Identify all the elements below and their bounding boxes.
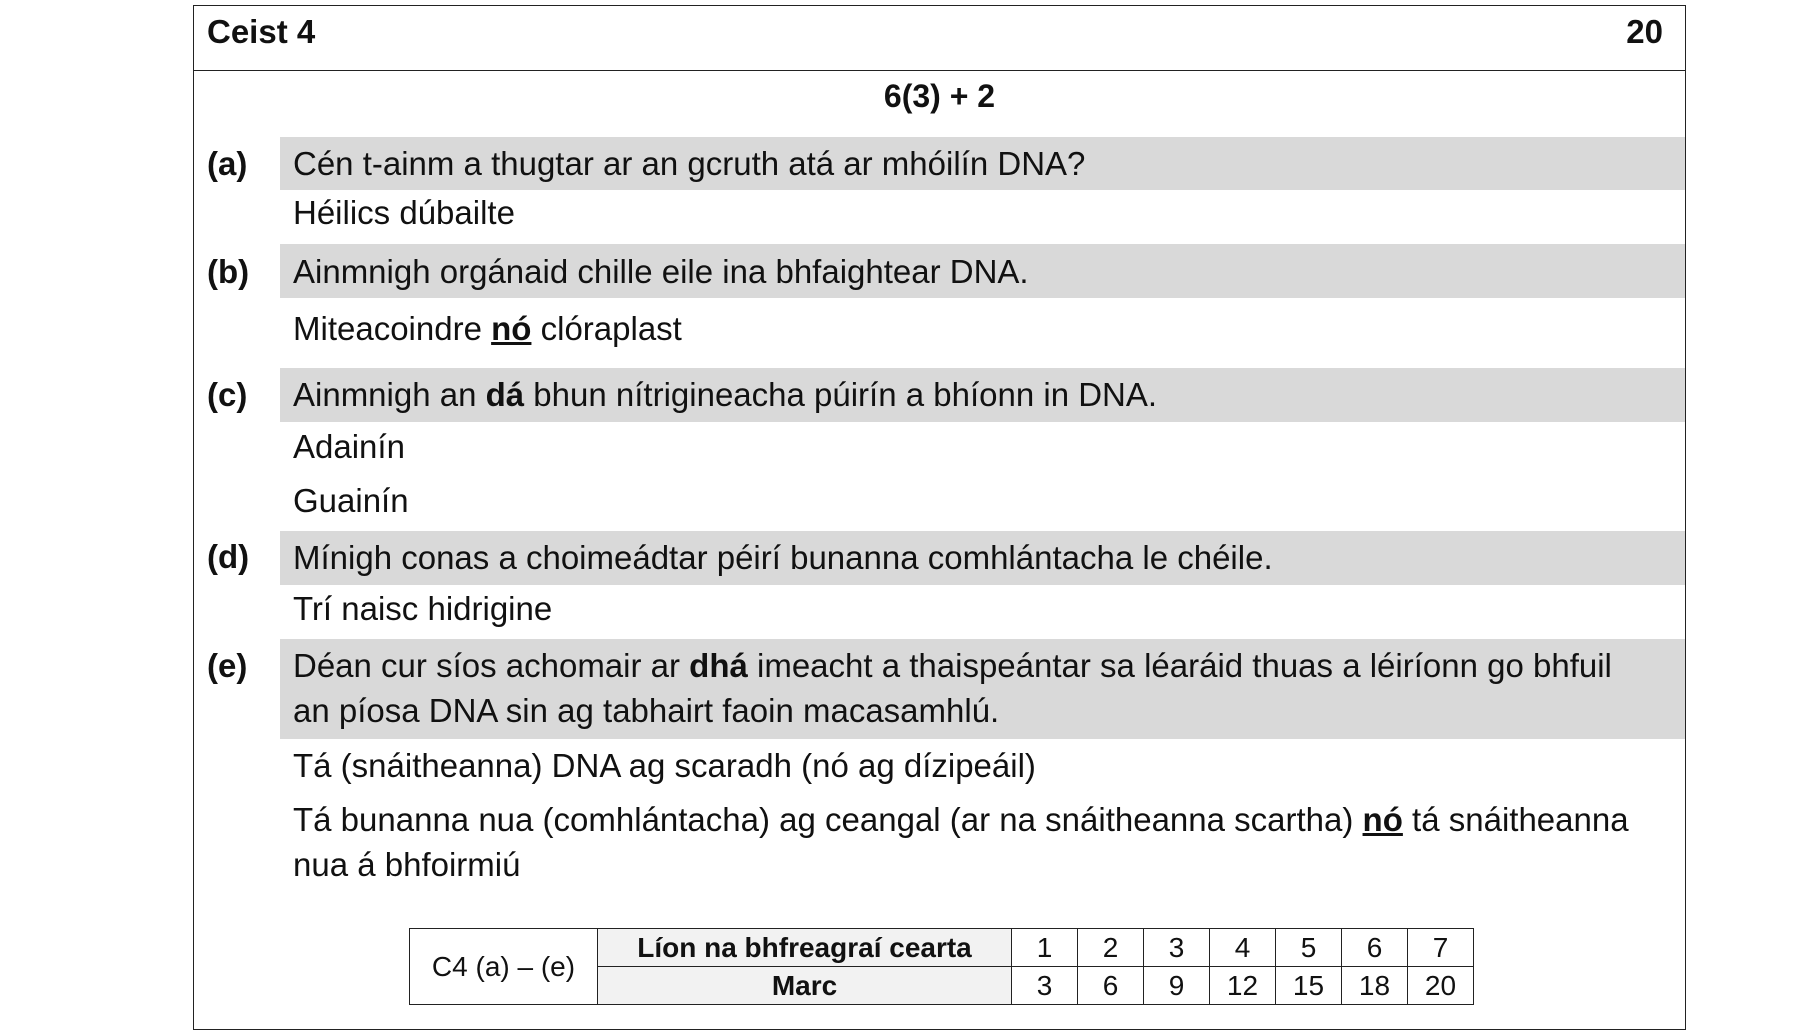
correct-count-cell: 5: [1276, 929, 1342, 967]
part-d-prompt-band: [280, 531, 1685, 585]
part-c-prompt-band: [280, 368, 1685, 422]
part-c-prompt-end: bhun nítrigineacha púirín a bhíonn in DNA.: [524, 376, 1158, 413]
correct-count-cell: 3: [1144, 929, 1210, 967]
part-e-prompt-band: [280, 639, 1685, 739]
part-e-answer-1: Tá (snáitheanna) DNA ag scaradh (nó ag dízipeáil): [293, 747, 1036, 784]
correct-count-cell: 2: [1078, 929, 1144, 967]
part-b-answer-first: Miteacoindre: [293, 310, 492, 347]
question-total-marks: 20: [1626, 13, 1663, 50]
marks-table: [409, 928, 1474, 1005]
part-e-prompt-start: Déan cur síos achomair ar: [293, 647, 690, 684]
part-b-or: nó: [491, 310, 532, 347]
marks-value-cell: 6: [1078, 967, 1144, 1005]
marks-table-row-correct: [410, 929, 1474, 967]
part-b-label: (b): [207, 253, 250, 290]
part-e-answer-2-line-1: [293, 797, 1629, 842]
part-c-answer-2: Guainín: [293, 482, 409, 519]
question-title: Ceist 4: [207, 13, 316, 50]
part-b-answer-second: clóraplast: [531, 310, 682, 347]
part-a-answer: Héilics dúbailte: [293, 194, 515, 231]
part-e-prompt-line-1: [293, 643, 1612, 688]
part-e-answer-2-end: tá snáitheanna: [1402, 801, 1629, 838]
part-e-prompt-line-2: an píosa DNA sin ag tabhairt faoin macasamhlú.: [293, 692, 1000, 729]
part-a-label: (a): [207, 145, 248, 182]
question-frame: [193, 5, 1686, 1030]
part-c-answer-1: Adainín: [293, 428, 405, 465]
marks-value-cell: 3: [1012, 967, 1078, 1005]
part-c-prompt: [293, 372, 1157, 417]
part-e-label: (e): [207, 647, 248, 684]
part-d-prompt: Mínigh conas a choimeádtar péirí bunanna comhlántacha le chéile.: [293, 539, 1273, 576]
part-b-prompt-band: [280, 244, 1685, 298]
marks-value-cell: 9: [1144, 967, 1210, 1005]
correct-answers-header: Líon na bhfreagraí cearta: [598, 929, 1012, 967]
part-a-prompt-band: [280, 137, 1685, 190]
marks-header: Marc: [598, 967, 1012, 1005]
part-e-answer-2-line-2: nua á bhfoirmiú: [293, 846, 521, 883]
question-header: [194, 6, 1685, 71]
part-a-prompt: Cén t-ainm a thugtar ar an gcruth atá ar mhóilín DNA?: [293, 145, 1086, 182]
part-c-prompt-start: Ainmnigh an: [293, 376, 486, 413]
part-b-prompt: Ainmnigh orgánaid chille eile ina bhfaightear DNA.: [293, 253, 1029, 290]
part-e-prompt-rest: imeacht a thaispeántar sa léaráid thuas a léiríonn go bhfuil: [747, 647, 1612, 684]
part-d-label: (d): [207, 538, 250, 575]
part-c-prompt-bold: dá: [485, 376, 525, 413]
part-c-label: (c): [207, 376, 248, 413]
part-e-answer-2-start: Tá bunanna nua (comhlántacha) ag ceangal (ar na snáitheanna scartha): [293, 801, 1363, 838]
correct-count-cell: 1: [1012, 929, 1078, 967]
part-b-answer: [293, 306, 682, 351]
marks-value-cell: 15: [1276, 967, 1342, 1005]
correct-count-cell: 7: [1408, 929, 1474, 967]
marks-value-cell: 20: [1408, 967, 1474, 1005]
marks-value-cell: 18: [1342, 967, 1408, 1005]
part-e-or: nó: [1362, 801, 1403, 838]
marks-table-row-label: C4 (a) – (e): [410, 929, 598, 1005]
marks-value-cell: 12: [1210, 967, 1276, 1005]
correct-count-cell: 6: [1342, 929, 1408, 967]
marking-scheme: 6(3) + 2: [883, 78, 996, 114]
correct-count-cell: 4: [1210, 929, 1276, 967]
part-d-answer: Trí naisc hidrigine: [293, 590, 553, 627]
part-e-prompt-bold: dhá: [689, 647, 748, 684]
